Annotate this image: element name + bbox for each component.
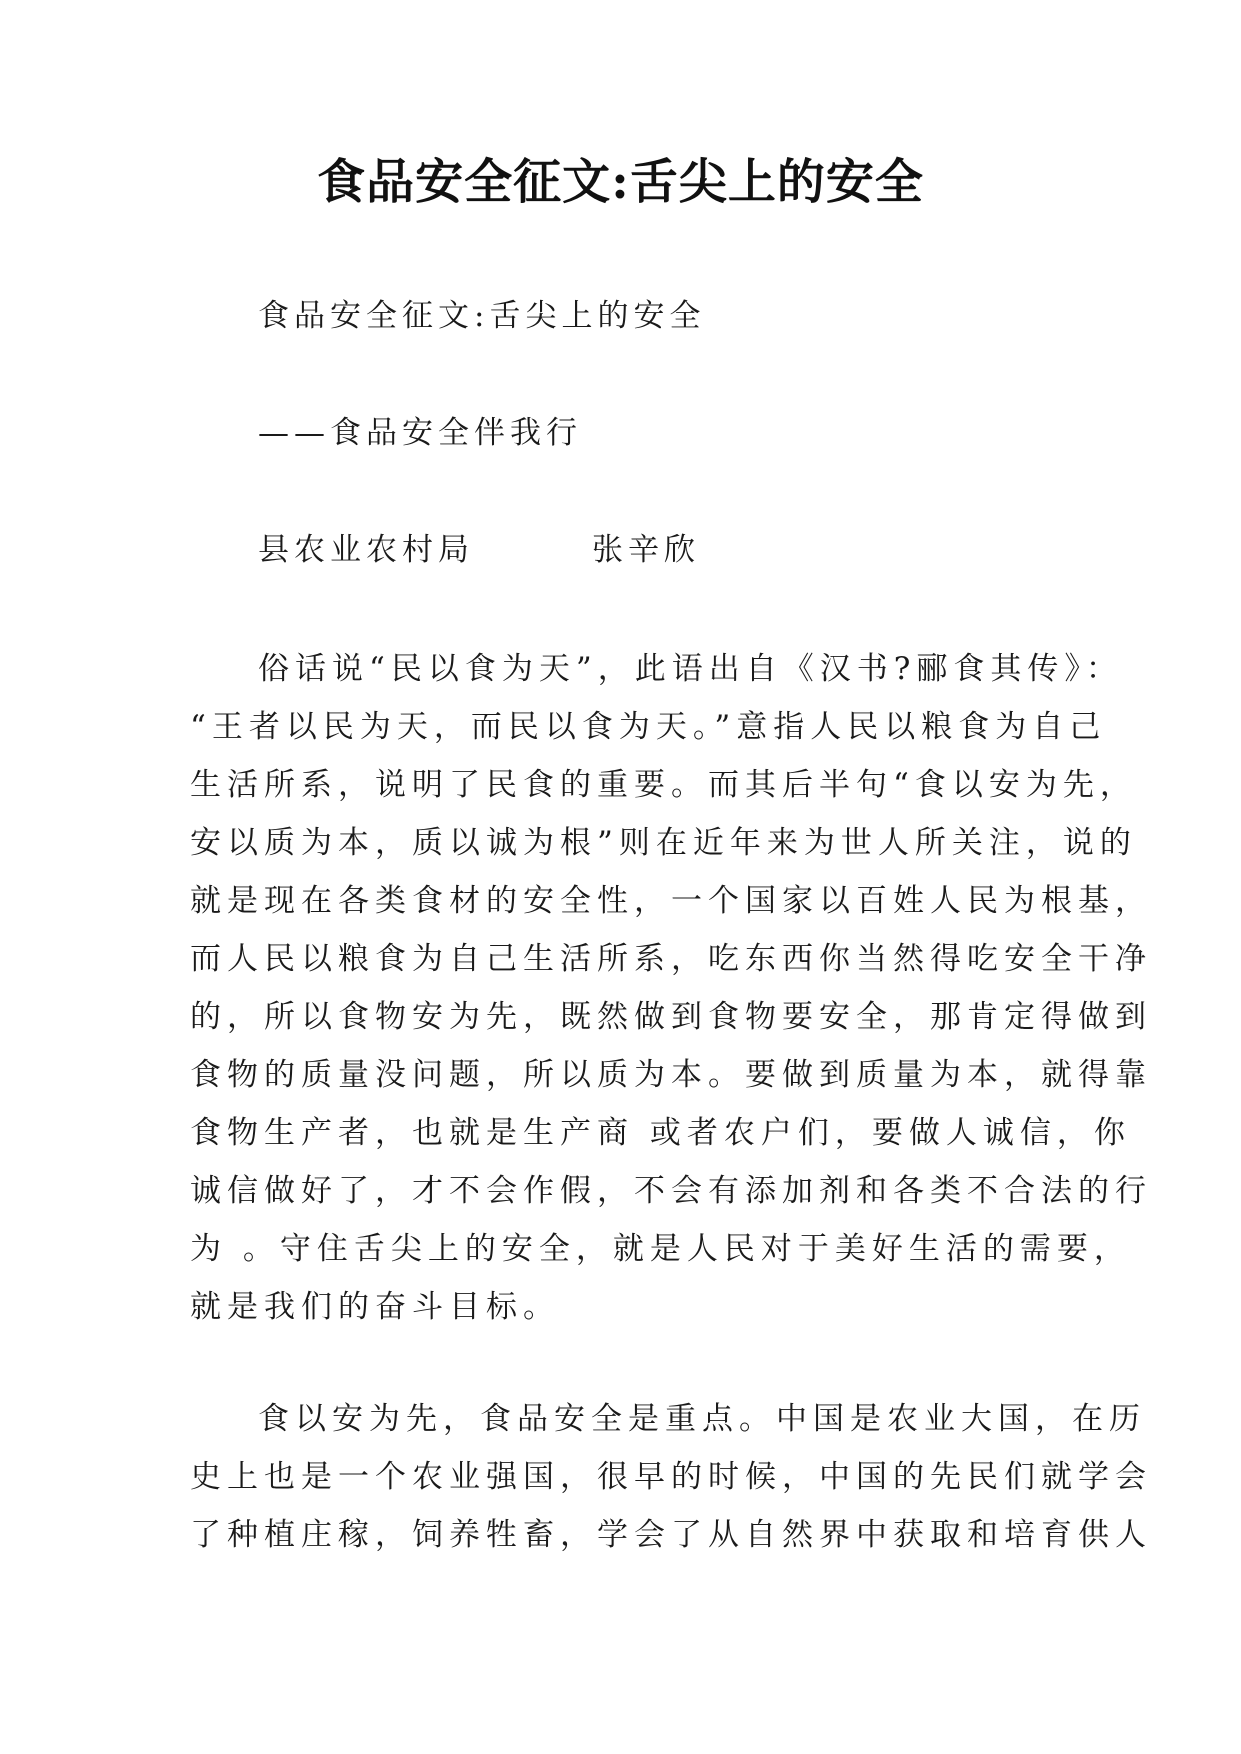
author-name: 张辛欣 [592, 532, 700, 568]
paragraph-line: 生活所系，说明了民食的重要。而其后半句“食以安为先， [190, 767, 1137, 803]
paragraph-line: 的，所以食物安为先，既然做到食物要安全，那肯定得做到 [190, 999, 1152, 1035]
paragraph-line: 就是我们的奋斗目标。 [190, 1289, 560, 1325]
paragraph-line: 食以安为先，食品安全是重点。中国是农业大国，在历 [258, 1401, 1146, 1437]
heading-line: 食品安全征文:舌尖上的安全 [258, 298, 706, 334]
paragraph-line: 史上也是一个农业强国，很早的时候，中国的先民们就学会 [190, 1459, 1152, 1495]
subtitle: ——食品安全伴我行 [258, 415, 582, 451]
paragraph-line: 了种植庄稼，饲养牲畜，学会了从自然界中获取和培育供人 [190, 1517, 1152, 1553]
paragraph-line: 而人民以粮食为自己生活所系，吃东西你当然得吃安全干净 [190, 941, 1152, 977]
paragraph-line: 食物的质量没问题，所以质为本。要做到质量为本，就得靠 [190, 1057, 1152, 1093]
paragraph-line: 就是现在各类食材的安全性，一个国家以百姓人民为根基， [190, 883, 1152, 919]
paragraph-line: 诚信做好了，才不会作假，不会有添加剂和各类不合法的行 [190, 1173, 1152, 1209]
paragraph-2 [190, 1390, 1152, 1564]
author-line [258, 530, 700, 570]
paragraph-line: 为 。守住舌尖上的安全，就是人民对于美好生活的需要， [190, 1231, 1131, 1267]
paragraph-line: 安以质为本，质以诚为根”则在近年来为世人所关注，说的 [190, 825, 1137, 861]
paragraph-1 [190, 640, 1152, 1336]
author-org: 县农业农村局 [258, 532, 474, 568]
document-title: 食品安全征文:舌尖上的安全 [317, 154, 924, 210]
paragraph-line: 食物生产者，也就是生产商 或者农户们，要做人诚信，你 [190, 1115, 1131, 1151]
paragraph-line: “王者以民为天，而民以食为天。”意指人民以粮食为自己 [190, 709, 1107, 745]
paragraph-line: 俗话说“民以食为天”，此语出自《汉书?郦食其传》： [258, 651, 1123, 687]
